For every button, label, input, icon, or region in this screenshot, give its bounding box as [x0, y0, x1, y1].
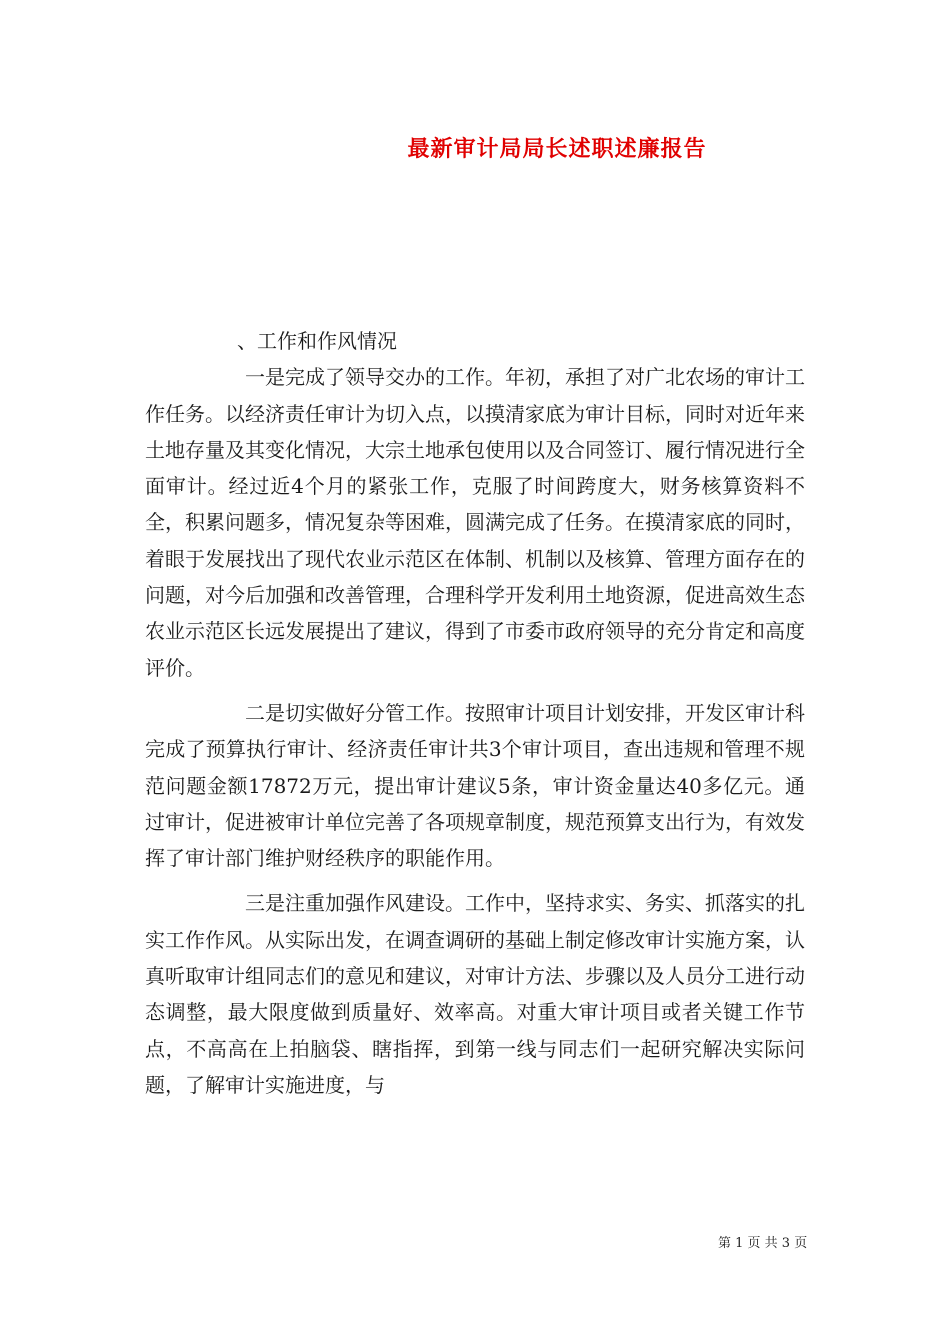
page-footer: 第 1 页 共 3 页 — [718, 1236, 808, 1251]
document-body — [145, 323, 805, 1103]
paragraph-2: 二是切实做好分管工作。按照审计项目计划安排，开发区审计科完成了预算执行审计、经济责任审计共3个审计项目，查出违规和管理不规范问题金额17872万元，提出审计建议5条，审计资金量达40多亿元。通过审计，促进被审计单位完善了各项规章制度，规范预算支出行为，有效发挥了审计部门维护财经秩序的职能作用。 — [145, 700, 805, 871]
paragraph-1: 一是完成了领导交办的工作。年初，承担了对广北农场的审计工作任务。以经济责任审计为切入点，以摸清家底为审计目标，同时对近年来土地存量及其变化情况，大宗土地承包使用以及合同签订、履行情况进行全面审计。经过近4个月的紧张工作，克服了时间跨度大，财务核算资料不全，积累问题多，情况复杂等困难，圆满完成了任务。在摸清家底的同时，着眼于发展找出了现代农业示范区在体制、机制以及核算、管理方面存在的问题，对今后加强和改善管理，合理科学开发利用土地资源，促进高效生态农业示范区长远发展提出了建议，得到了市委市政府领导的充分肯定和高度评价。 — [145, 365, 805, 680]
paragraph-3: 三是注重加强作风建设。工作中，坚持求实、务实、抓落实的扎实工作作风。从实际出发，在调查调研的基础上制定修改审计实施方案，认真听取审计组同志们的意见和建议，对审计方法、步骤以及人员分工进行动态调整，最大限度做到质量好、效率高。对重大审计项目或者关键工作节点，不高高在上拍脑袋、瞎指挥，到第一线与同志们一起研究解决实际问题，了解审计实施进度，与 — [145, 891, 805, 1097]
section-heading: 、工作和作风情况 — [237, 329, 397, 353]
document-title: 最新审计局局长述职述廉报告 — [407, 136, 707, 162]
